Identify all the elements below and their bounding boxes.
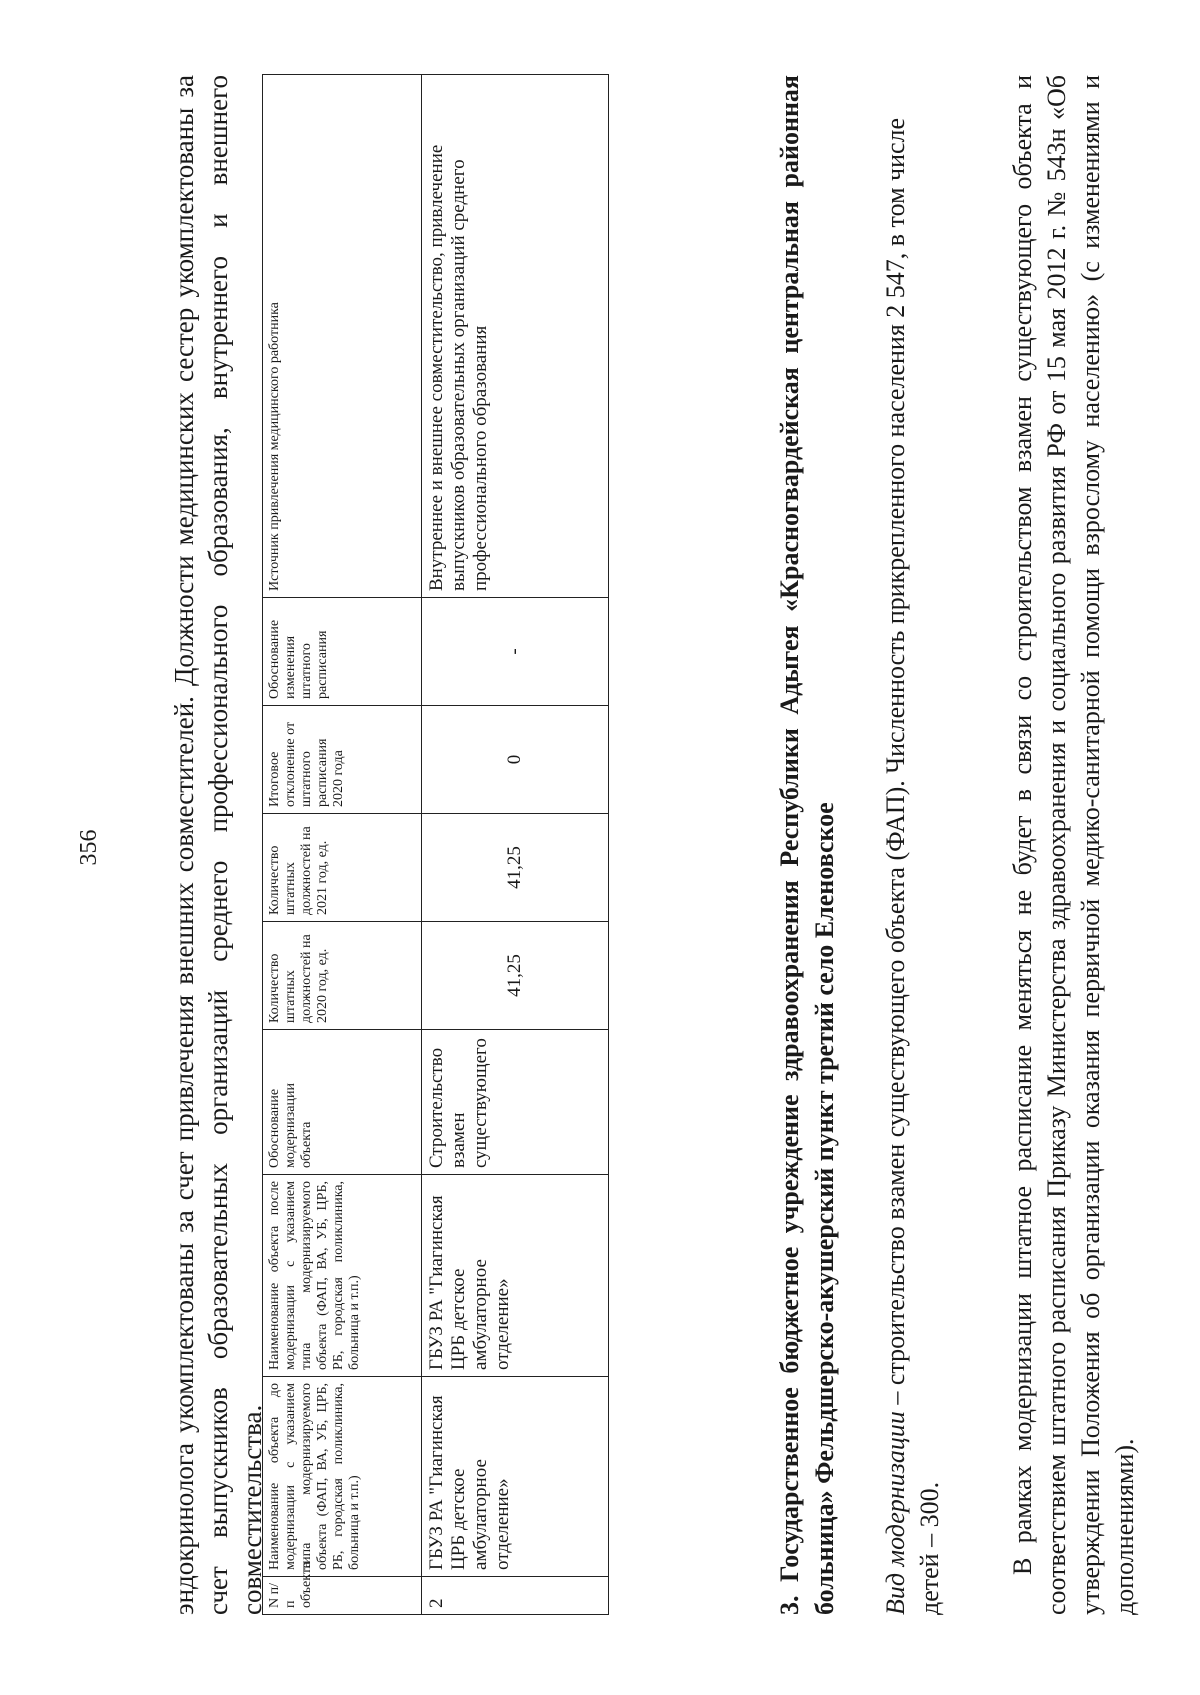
header-source: Источник привлечения медицинского работника (263, 75, 422, 598)
closing-paragraph: В рамках модернизации штатное расписание меняться не будет в связи со строительством взамен существующего объекта и соответствием штатного расписания Приказу Министерства здравоохранения и социального развития РФ от 15 мая 2012 г. № 543н «Об утверждении Положения об организации оказания первичной медико-санитарной помощи взрослому населению» (с изменениями и дополнениями). (1008, 75, 1139, 1615)
header-name-before: Наименование объекта до модернизации с указанием типа модернизируемого объекта (ФАП, ВА, УБ, ЦРБ, РБ, городская поликлиника, больница и т.п.) (263, 1377, 422, 1577)
cell-change-justification: - (422, 598, 609, 706)
intro-paragraph: эндокринолога укомплектованы за счет привлечения внешних совместителей. Должности медицинских сестер укомплектованы за счет выпускников образовательных организаций среднего профессионального образования, внутреннего и внешнего совместительства. (169, 75, 267, 1615)
cell-deviation: 0 (422, 706, 609, 814)
header-deviation: Итоговое отклонение от штатного расписания 2020 года (263, 706, 422, 814)
cell-staff-2020: 41,25 (422, 922, 609, 1030)
header-name-after: Наименование объекта после модернизации с указанием типа модернизируемого объекта (ФАП, ВА, УБ, ЦРБ, РБ, городская поликлиника, больница и т.п.) (263, 1175, 422, 1377)
cell-justification: Строительство взамен существующего (422, 1030, 609, 1175)
modernization-type-label: Вид модернизации (881, 1411, 910, 1615)
modernization-type (879, 75, 947, 1615)
cell-staff-2021: 41,25 (422, 814, 609, 922)
table-row (422, 75, 609, 1615)
table-header-row (263, 75, 422, 1615)
header-number: N п/п объекта (263, 1577, 422, 1615)
cell-source: Внутреннее и внешнее совместительство, привлечение выпускников образовательных организаций среднего профессионального образования (422, 75, 609, 598)
modernization-type-text: – строительство взамен существующего объекта (ФАП). Численность прикрепленного населения 2 547, в том числе детей – 300. (881, 117, 944, 1615)
header-justification: Обоснование модернизации объекта (263, 1030, 422, 1175)
modernization-table (262, 74, 609, 1615)
cell-number: 2 (422, 1577, 609, 1615)
cell-name-before: ГБУЗ РА "Гиагинская ЦРБ детское амбулаторное отделение» (422, 1377, 609, 1577)
section-heading: 3. Государственное бюджетное учреждение здравоохранения Республики Адыгея «Красногвардейская центральная районная больница» Фельдшерско-акушерский пункт третий село Еленовское (775, 75, 839, 1615)
header-change-justification: Обоснование изменения штатного расписания (263, 598, 422, 706)
page-number: 356 (76, 829, 102, 866)
header-staff-2020: Количество штатных должностей на 2020 год, ед. (263, 922, 422, 1030)
cell-name-after: ГБУЗ РА "Гиагинская ЦРБ детское амбулаторное отделение» (422, 1175, 609, 1377)
header-staff-2021: Количество штатных должностей на 2021 год, ед. (263, 814, 422, 922)
